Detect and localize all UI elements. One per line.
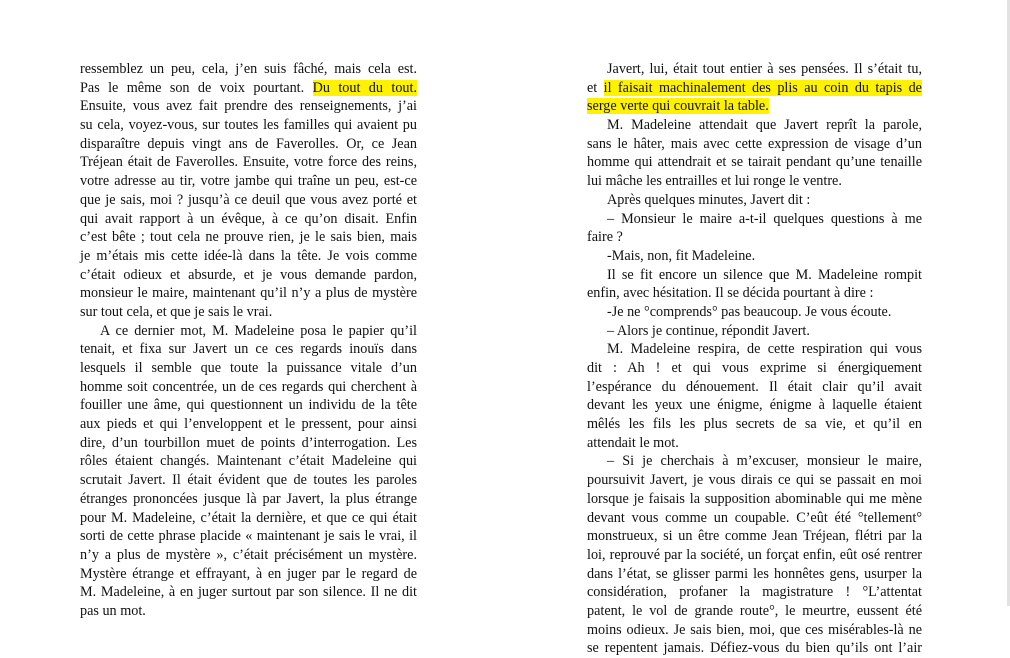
line-text: Pas le même son de voix pourtant. [80, 79, 313, 96]
line-text: poursuivit Javert, je vous dirais ce qui se passait en moi [587, 472, 922, 489]
line-text: disparaître depuis vingt ans de Faverolles. Or, ce Jean [80, 135, 417, 152]
text-line [587, 135, 922, 154]
line-text: Ensuite, vous avez fait prendre des renseignements, j’ai [80, 98, 417, 115]
text-line [587, 452, 922, 471]
line-text: homme qui attendrait et se tairait pendant qu’une tenaille [587, 154, 922, 171]
line-text: -Mais, non, fit Madeleine. [607, 247, 756, 264]
text-line [587, 303, 922, 322]
line-text: pour M. Madeleine, c’était la dernière, et que ce qui était [80, 509, 417, 526]
text-line [587, 153, 922, 172]
text-line [80, 340, 417, 359]
line-text: aux pieds et qui l’enveloppent et le pressent, pour ainsi [80, 416, 417, 433]
line-text: scrutait Javert. Il était évident que de toutes les paroles [80, 472, 417, 489]
line-text: et [587, 79, 604, 96]
text-line [587, 415, 922, 434]
text-line [80, 60, 417, 79]
line-text: je m’étais mis cette idée-là dans la tête. Je vois comme [80, 247, 417, 264]
line-text: lesquels il semble que toute la puissance vitale d’un [80, 360, 417, 376]
highlighted-text[interactable]: serge verte qui couvrait la table. [587, 98, 769, 115]
line-text: dit : Ah ! et qui vous exprime si énergiquement [587, 360, 922, 376]
text-line [587, 546, 922, 565]
text-line [80, 396, 417, 415]
line-text: votre adresse au tir, votre jambe qui traîne un peu, est-ce [80, 173, 417, 190]
text-line [587, 359, 922, 378]
text-line [80, 116, 417, 135]
text-line [80, 602, 417, 621]
line-text: moins odieux. Je sais bien, moi, que ces misérables-là ne [587, 621, 922, 638]
line-text: Après quelques minutes, Javert dit : [607, 191, 811, 208]
text-line [587, 583, 922, 602]
line-text: devant vous comme un coupable. C’eût été °tellement° [587, 509, 922, 526]
text-line [80, 546, 417, 565]
line-text: – Si je cherchais à m’excuser, monsieur le maire, [607, 453, 922, 470]
highlighted-text[interactable]: il faisait machinalement des plis au coin du tapis de [603, 79, 922, 96]
text-line [80, 490, 417, 509]
text-line [587, 340, 922, 359]
line-text: ressemblez un peu, cela, j’en suis fâché, mais cela est. [80, 61, 417, 77]
line-text: faire ? [587, 229, 623, 246]
line-text: c’était odieux et absurde, et je vous demande pardon, [80, 266, 417, 283]
line-text: Javert, lui, était tout entier à ses pensées. Il s’était tu, [607, 61, 922, 77]
line-text: dire, d’un tourbillon muet de points d’interrogation. Les [80, 434, 417, 451]
line-text: Mystère étrange et effrayant, à en juger par le regard de [80, 565, 417, 582]
text-line [587, 210, 922, 229]
line-text: qui avait rapport à un évêque, à ce qu’on disait. Enfin [80, 210, 417, 227]
line-text: – Monsieur le maire a-t-il quelques questions à me [607, 210, 922, 227]
text-line [80, 452, 417, 471]
text-line [80, 228, 417, 247]
text-line [587, 471, 922, 490]
text-line [80, 153, 417, 172]
line-text: lui mâche les entrailles et lui ronge le ventre. [587, 173, 842, 190]
line-text: mêlés les fils les plus secrets de sa vie, et qu’il en [587, 416, 922, 433]
text-line [587, 396, 922, 415]
line-text: sans le hâter, mais avec cette expression de visage d’un [587, 135, 922, 152]
text-line [587, 490, 922, 509]
text-line [80, 509, 417, 528]
left-page [80, 60, 417, 621]
text-line [80, 191, 417, 210]
line-text: sur tout cela, et que je sais le vrai. [80, 303, 273, 320]
line-text: Tréjean était de Faverolles. Ensuite, votre force des reins, [80, 154, 417, 171]
text-line [587, 284, 922, 303]
text-line [587, 172, 922, 191]
text-line [80, 565, 417, 584]
text-line [587, 434, 922, 453]
text-line [80, 583, 417, 602]
text-line [80, 266, 417, 285]
text-line [587, 228, 922, 247]
line-text: sorti de cette phrase placide « maintenant je sais le vrai, il [80, 528, 417, 545]
line-text: considération, profaner la magistrature ! °L’attentat [587, 584, 922, 601]
text-line [587, 527, 922, 546]
text-line [80, 527, 417, 546]
line-text: lorsque je faisais la supposition abominable qui me mène [587, 490, 922, 507]
text-line [80, 210, 417, 229]
text-line [587, 266, 922, 285]
line-text: A ce dernier mot, M. Madeleine posa le papier qu’il [100, 322, 417, 339]
text-line [587, 621, 922, 640]
text-line [80, 415, 417, 434]
line-text: M. Madeleine attendait que Javert reprît la parole, [607, 117, 922, 134]
line-text: devant les yeux une énigme, énigme à laquelle étaient [587, 397, 922, 414]
text-line [80, 378, 417, 397]
line-text: – Alors je continue, répondit Javert. [607, 322, 810, 339]
text-line [80, 284, 417, 303]
text-line [80, 97, 417, 116]
line-text: se repentent jamais. Défiez-vous du bien qu’ils ont l’air [587, 640, 922, 657]
line-text: dans l’état, se glisser parmi les honnêtes gens, usurper la [587, 565, 922, 582]
text-line [80, 359, 417, 378]
text-line [80, 322, 417, 341]
text-line [80, 303, 417, 322]
line-text: M. Madeleine, à en juger surtout par son silence. Il ne dit [80, 584, 417, 601]
text-line [587, 378, 922, 397]
text-line [80, 172, 417, 191]
text-line [587, 565, 922, 584]
line-text: attendait le mot. [587, 434, 679, 451]
text-line [587, 97, 922, 116]
line-text: l’espérance du dénouement. Il était clair qu’il avait [587, 378, 922, 395]
line-text: fouiller une âme, qui questionnent un individu de la tête [80, 397, 417, 414]
text-line [587, 116, 922, 135]
text-line [587, 509, 922, 528]
text-line [587, 602, 922, 621]
line-text: monstrueux, si un être comme Jean Tréjean, flétri par la [587, 528, 922, 545]
text-line [587, 247, 922, 266]
line-text: tenait, et fixa sur Javert un ce ces regards inouïs dans [80, 341, 417, 358]
text-line [587, 191, 922, 210]
right-page [587, 60, 922, 658]
line-text: su cela, voyez-vous, sur toutes les familles qui avaient pu [80, 117, 417, 134]
text-line [80, 247, 417, 266]
line-text: c’est bête ; tout cela ne prouve rien, je le sais bien, mais [80, 229, 417, 246]
text-line [80, 79, 417, 98]
line-text: pas un mot. [80, 602, 146, 619]
line-text: que je sais, moi ? jusqu’à ce deuil que vous avez porté et [80, 191, 417, 208]
line-text: patent, le vol de grande route°, le meurtre, eussent été [587, 602, 922, 619]
text-line [587, 60, 922, 79]
line-text: homme soit concentrée, un de ces regards qui cherchent à [80, 378, 417, 395]
line-text: monsieur le maire, maintenant qu’il n’y a plus de mystère [80, 285, 417, 302]
line-text: Il se fit encore un silence que M. Madeleine rompit [607, 266, 922, 283]
line-text: enfin, avec hésitation. Il se décida pourtant à dire : [587, 285, 874, 302]
line-text: n’y a plus de mystère », c’était précisément un mystère. [80, 546, 417, 563]
line-text: M. Madeleine respira, de cette respiration qui vous [607, 341, 922, 358]
text-line [80, 135, 417, 154]
text-line [587, 79, 922, 98]
text-line [587, 639, 922, 658]
text-line [80, 434, 417, 453]
highlighted-text[interactable]: Du tout du tout. [312, 79, 417, 96]
text-line [587, 322, 922, 341]
line-text: rôles étaient changés. Maintenant c’était Madeleine qui [80, 453, 417, 470]
line-text: étranges prononcées jusque là par Javert, la plus étrange [80, 490, 417, 507]
line-text: loi, reprouvé par la société, un forçat enfin, eût osé rentrer [587, 546, 922, 563]
text-line [80, 471, 417, 490]
line-text: -Je ne °comprends° pas beaucoup. Je vous écoute. [607, 303, 892, 320]
